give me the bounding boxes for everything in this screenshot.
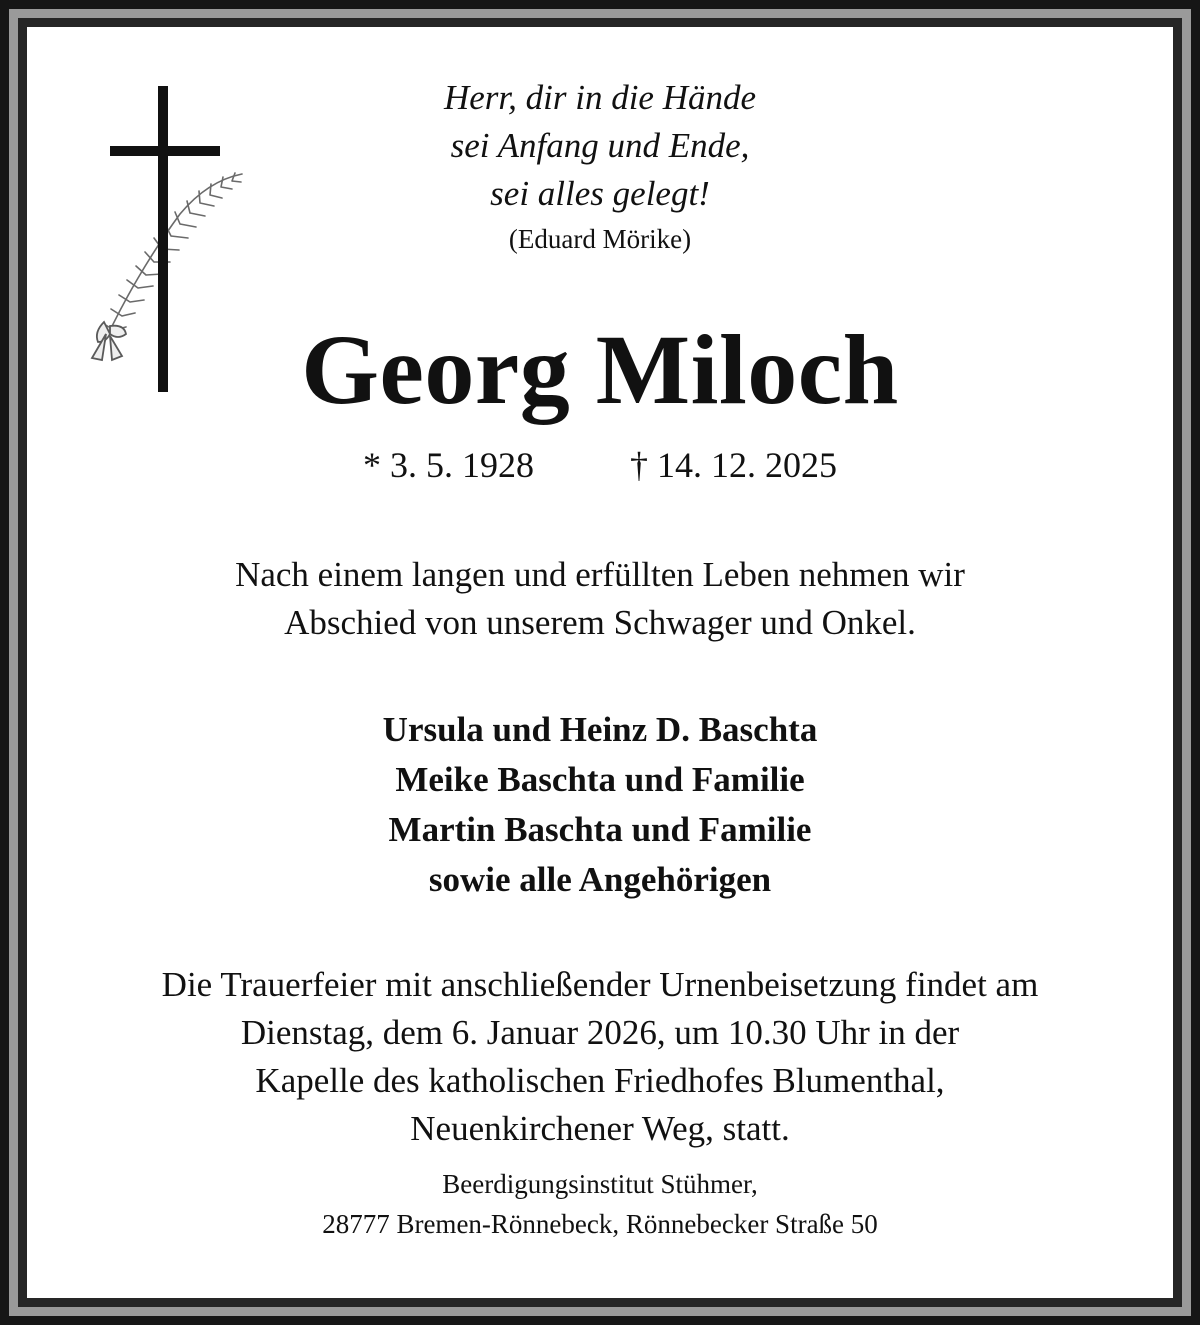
death-date: † 14. 12. 2025 [630, 445, 837, 485]
life-dates [0, 443, 1200, 487]
mourner-line-4: sowie alle Angehörigen [428, 860, 772, 899]
quote-line-2: sei Anfang und Ende, [450, 126, 750, 165]
undertaker-line-1: Beerdigungsinstitut Stühmer, [442, 1169, 758, 1199]
service-line-4: Neuenkirchener Weg, statt. [410, 1109, 790, 1148]
mourner-line-2: Meike Baschta und Familie [395, 760, 805, 799]
deceased-name: Georg Miloch [301, 314, 899, 425]
service-line-2: Dienstag, dem 6. Januar 2026, um 10.30 Uhr in der [240, 1013, 960, 1052]
message-line-1: Nach einem langen und erfüllten Leben nehmen wir [235, 555, 965, 594]
service-line-1: Die Trauerfeier mit anschließender Urnenbeisetzung findet am [161, 965, 1039, 1004]
mourner-line-3: Martin Baschta und Familie [388, 810, 812, 849]
undertaker-line-2: 28777 Bremen-Rönnebeck, Rönnebecker Straße 50 [322, 1209, 878, 1239]
message-line-2: Abschied von unserem Schwager und Onkel. [284, 603, 916, 642]
quote-line-1: Herr, dir in die Hände [443, 78, 757, 117]
birth-date: * 3. 5. 1928 [363, 445, 534, 485]
service-line-3: Kapelle des katholischen Friedhofes Blumenthal, [255, 1061, 945, 1100]
quote-author: (Eduard Mörike) [508, 224, 692, 254]
quote-line-3: sei alles gelegt! [490, 174, 710, 213]
mourner-line-1: Ursula und Heinz D. Baschta [382, 710, 818, 749]
